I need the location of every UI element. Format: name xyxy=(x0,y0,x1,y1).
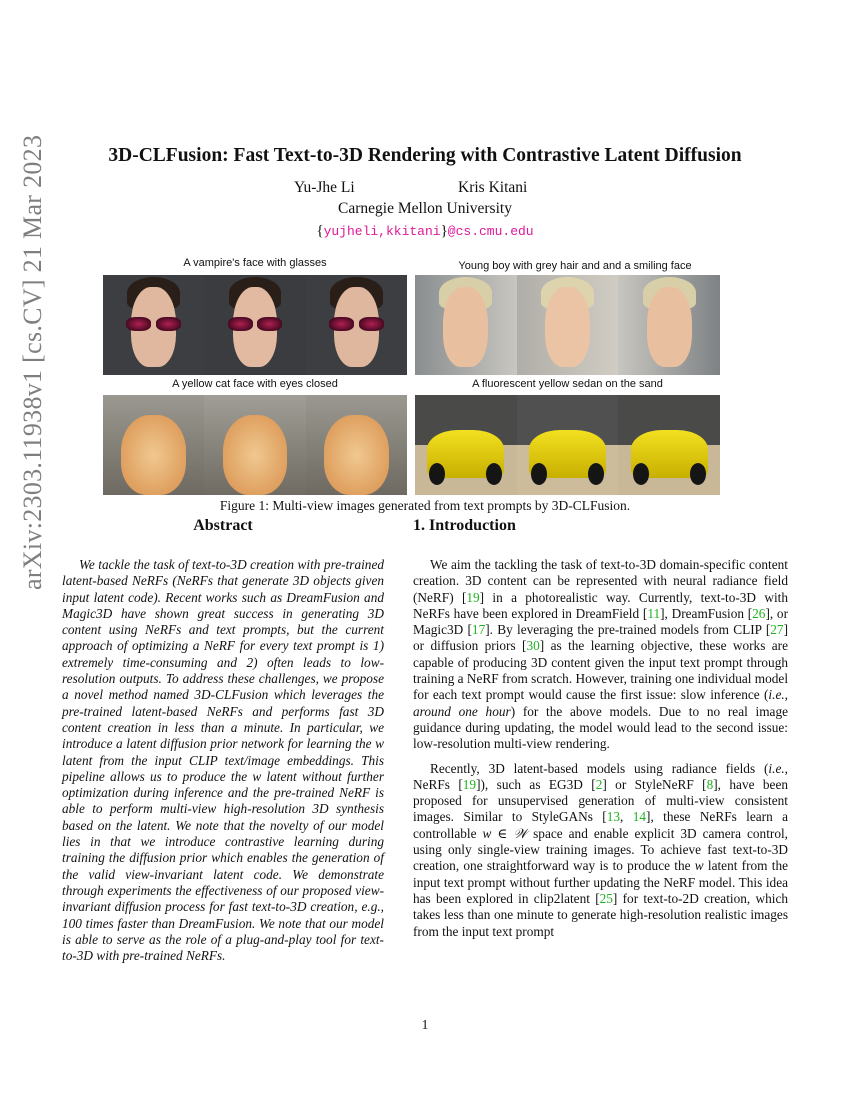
text-segment: , NeRFs [ xyxy=(413,760,788,792)
figure-prompt: A yellow cat face with eyes closed xyxy=(172,378,338,390)
citation-link[interactable]: 2 xyxy=(595,776,603,792)
citation-link[interactable]: 19 xyxy=(466,589,480,605)
render-view xyxy=(103,275,204,375)
text-segment: i.e. xyxy=(768,760,785,776)
arxiv-identifier: arXiv:2303.11938v1 [cs.CV] 21 Mar 2023 xyxy=(18,134,47,590)
render-view xyxy=(306,395,407,495)
render-view xyxy=(517,275,619,375)
render-view xyxy=(517,395,619,495)
paper-title: 3D-CLFusion: Fast Text-to-3D Rendering with Contrastive Latent Diffusion xyxy=(108,145,742,166)
figure-prompt: A vampire's face with glasses xyxy=(183,257,327,269)
citation-link[interactable]: 26 xyxy=(752,605,766,621)
email-domain: @cs.cmu.edu xyxy=(447,224,534,239)
render-view xyxy=(204,275,305,375)
intro-paragraph xyxy=(413,761,788,940)
citation-link[interactable]: 19 xyxy=(462,776,477,792)
figure-prompt: A fluorescent yellow sedan on the sand xyxy=(472,378,663,390)
abstract-heading: Abstract xyxy=(193,517,253,534)
citation-link[interactable]: 27 xyxy=(770,622,784,638)
text-segment: ] in a photorealistic way. Currently, text-to-3D with NeRFs have been explored in DreamField [ xyxy=(413,589,788,621)
citation-link[interactable]: 25 xyxy=(599,890,613,906)
text-segment: , xyxy=(620,809,633,825)
author-email[interactable] xyxy=(0,223,850,240)
introduction-body xyxy=(413,557,788,948)
citation-link[interactable]: 17 xyxy=(471,622,486,638)
introduction-heading: 1. Introduction xyxy=(413,517,516,534)
render-view xyxy=(204,395,305,495)
text-segment: ] or StyleNeRF [ xyxy=(602,776,707,792)
text-segment: w ∈ 𝒲 xyxy=(482,825,528,841)
text-segment: latent from the input text prompt without further updating the NeRF model. This idea has been explored in clip2latent [ xyxy=(413,858,788,906)
figure-caption: Figure 1: Multi-view images generated from text prompts by 3D-CLFusion. xyxy=(219,498,631,513)
figure-prompt: Young boy with grey hair and and a smiling face xyxy=(458,260,692,272)
render-view xyxy=(306,275,407,375)
text-segment: ) for the above models. Due to no real image guidance during updating, the model would lead to the second issue: low-resolution multi-view rendering. xyxy=(413,703,789,752)
page-number: 1 xyxy=(421,1017,429,1032)
text-segment: ]), such as EG3D [ xyxy=(476,776,596,792)
text-segment: ] for text-to-2D creation, which takes less than one minute to generate high-resolution realistic images from the input text prompt xyxy=(413,890,788,939)
citation-link[interactable]: 30 xyxy=(526,638,540,654)
text-segment: i.e., around one hour xyxy=(413,687,788,719)
email-brace: } xyxy=(440,223,448,239)
author-name: Kris Kitani xyxy=(458,179,528,196)
citation-link[interactable]: 14 xyxy=(632,809,647,825)
citation-link[interactable]: 13 xyxy=(606,809,621,825)
image-strip-boy xyxy=(415,275,720,375)
citation-link[interactable]: 8 xyxy=(706,776,714,792)
image-strip-cat xyxy=(103,395,407,495)
affiliation: Carnegie Mellon University xyxy=(338,200,512,217)
email-brace: { xyxy=(316,223,324,239)
intro-paragraph xyxy=(413,557,788,753)
text-segment: space and enable explicit 3D camera control, using only single-view training images. To achieve fast text-to-3D creation, one straightforward way is to produce the xyxy=(413,825,788,874)
image-strip-sedan xyxy=(415,395,720,495)
text-segment: ], these NeRFs learn a controllable xyxy=(413,809,788,841)
citation-link[interactable]: 11 xyxy=(647,605,661,621)
render-view xyxy=(103,395,204,495)
render-view xyxy=(618,275,720,375)
text-segment: w xyxy=(694,858,704,874)
author-name: Yu-Jhe Li xyxy=(294,179,355,196)
text-segment: Recently, 3D latent-based models using radiance fields ( xyxy=(430,760,769,776)
text-segment: We aim the tackling the task of text-to-3D domain-specific content creation. 3D content can be represented with neural radiance field (NeRF) [ xyxy=(413,557,788,605)
text-segment: ], DreamFusion [ xyxy=(660,605,753,621)
abstract-body xyxy=(62,557,384,972)
render-view xyxy=(415,275,517,375)
text-segment: ] as the learning objective, these works are capable of producing 3D content given the input text prompt through training a NeRF from scratch. However, training one individual model for each text prompt would cause the first issue: slow inference ( xyxy=(413,638,789,703)
render-view xyxy=(618,395,720,495)
render-view xyxy=(415,395,517,495)
text-segment: ], or Magic3D [ xyxy=(413,605,789,638)
abstract-paragraph: We tackle the task of text-to-3D creation with pre-trained latent-based NeRFs (NeRFs that generate 3D objects given input latent code). Recent works such as DreamFusion and Magic3D have shown great success in generating 3D content using NeRFs and text prompts, but the current approach of optimizing a NeRF for every text prompt is 1) extremely time-consuming and 2) often leads to low-resolution outputs. To address these challenges, we propose a novel method named 3D-CLFusion which leverages the pre-trained latent-based NeRFs and performs fast 3D content creation in less than a minute. In particular, we introduce a latent diffusion prior network for learning the w latent from the input CLIP text/image embeddings. This pipeline allows us to produce the w latent without further optimization during inference and the pre-trained NeRF is able to perform multi-view high-resolution 3D synthesis based on the latent. We note that the novelty of our model lies in that we introduce contrastive learning during training the diffusion prior which enables the generation of the valid view-invariant latent code. We demonstrate through experiments the effectiveness of our proposed view-invariant diffusion process for fast text-to-3D creation, e.g., 100 times faster than DreamFusion. We note that our model is able to serve as the role of a plug-and-play tool for text-to-3D with pre-trained NeRFs. xyxy=(62,557,384,964)
email-users: yujheli,kkitani xyxy=(323,224,441,239)
text-segment: ] or diffusion priors [ xyxy=(413,622,788,654)
text-segment: ]. By leveraging the pre-trained models from CLIP [ xyxy=(485,622,771,638)
image-strip-vampire xyxy=(103,275,407,375)
text-segment: ], have been proposed for unsupervised generation of multi-view consistent images. Similar to StyleGANs [ xyxy=(413,776,788,825)
